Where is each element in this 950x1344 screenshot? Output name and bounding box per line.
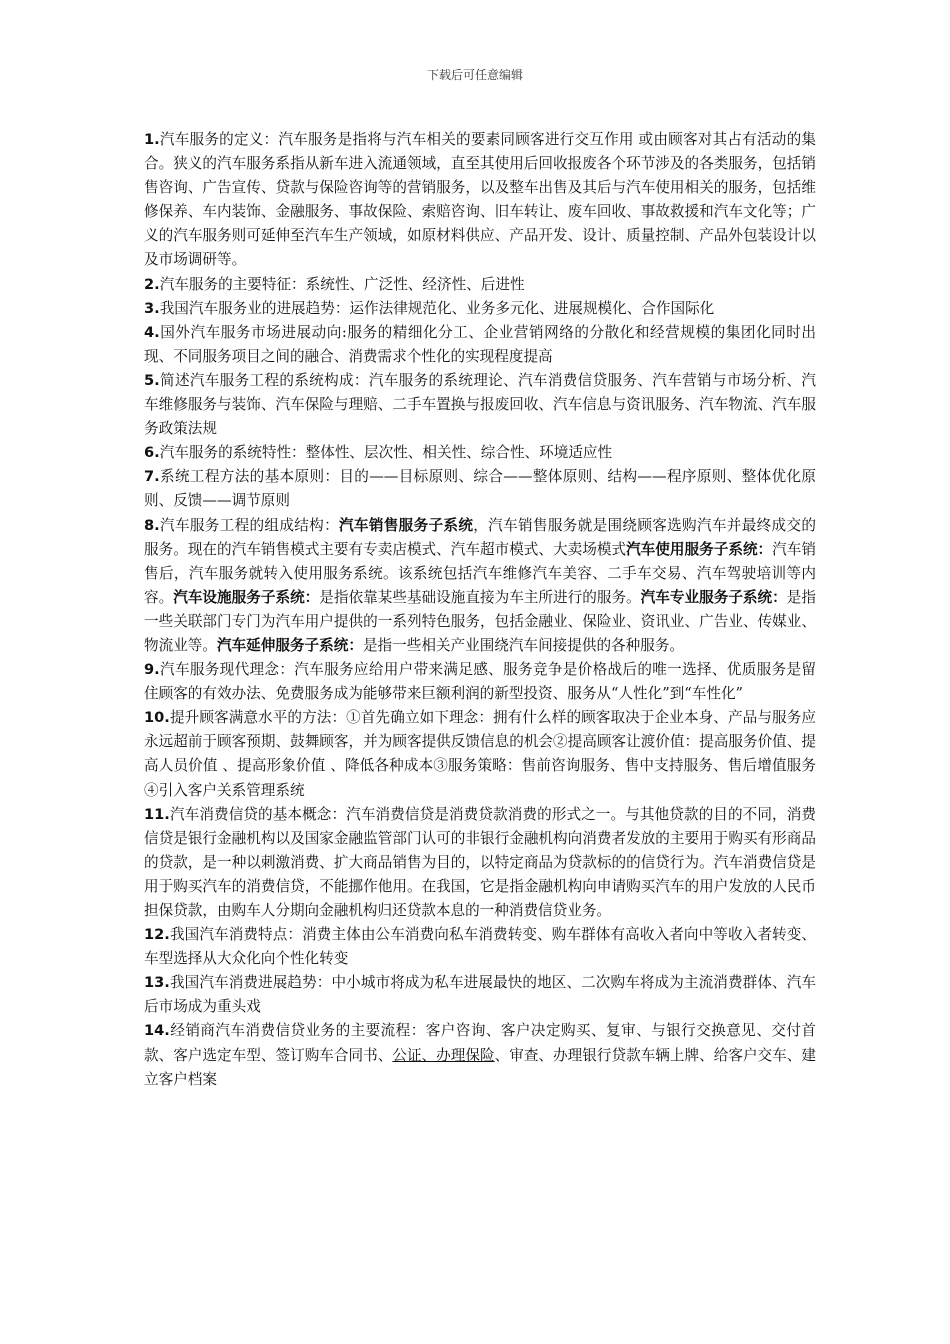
bold-heading: 汽车专业服务子系统： — [640, 588, 787, 606]
item-text: 汽车服务现代理念：汽车服务应给用户带来满足感、服务竞争是价格战后的唯一选择、优质服务是留住顾客的有效办法、免费服务成为能够带来巨额利润的新型投资、服务从“人性化”到“车性化” — [144, 661, 816, 703]
item-text: 汽车服务的主要特征：系统性、广泛性、经济性、后进性 — [159, 275, 525, 293]
paragraph-item-4 — [144, 321, 816, 369]
item-number: 4. — [144, 323, 160, 341]
paragraph-item-5 — [144, 369, 816, 441]
item-number: 7. — [144, 468, 160, 486]
bold-heading: 汽车销售服务子系统 — [339, 516, 474, 534]
item-number: 6. — [144, 444, 160, 462]
underlined-text: 公证、办理保险 — [392, 1046, 495, 1064]
document-body — [144, 128, 816, 1092]
item-number: 13. — [144, 974, 170, 992]
paragraph-item-10 — [144, 706, 816, 802]
item-text: 我国汽车消费特点：消费主体由公车消费向私车消费转变、购车群体有高收入者向中等收入者转变、车型选择从大众化向个性化转变 — [144, 926, 816, 968]
paragraph-item-8 — [144, 514, 816, 659]
item-text: 简述汽车服务工程的系统构成：汽车服务的系统理论、汽车消费信贷服务、汽车营销与市场分析、汽车维修服务与装饰、汽车保险与理赔、二手车置换与报废回收、汽车信息与资讯服务、汽车物流、汽车服务政策法规 — [144, 371, 816, 438]
item-text: 汽车消费信贷的基本概念：汽车消费信贷是消费贷款消费的形式之一。与其他贷款的目的不同，消费信贷是银行金融机构以及国家金融监管部门认可的非银行金融机构向消费者发放的主要用于购买有形商品的贷款，是一种以刺激消费、扩大商品销售为目的，以特定商品为贷款标的的信贷行为。汽车消费信贷是用于购买汽车的消费信贷，不能挪作他用。在我国，它是指金融机构向申请购买汽车的用户发放的人民币担保贷款，由购车人分期向金融机构归还贷款本息的一种消费信贷业务。 — [144, 805, 816, 919]
item-text: 系统工程方法的基本原则：目的——目标原则、综合——整体原则、结构——程序原则、整体优化原则、反馈——调节原则 — [144, 468, 816, 510]
item-text: 汽车销售后，汽车服务就转入使用服务系统。该系统包括汽车维修汽车美容、二手车交易、汽车驾驶培训等内容。 — [144, 540, 816, 606]
item-number: 9. — [144, 661, 160, 679]
paragraph-item-13 — [144, 971, 816, 1019]
bold-heading: 汽车使用服务子系统： — [626, 540, 773, 558]
item-number: 3. — [144, 299, 160, 317]
item-text: 提升顾客满意水平的方法：①首先确立如下理念：拥有什么样的顾客取决于企业本身、产品与服务应永远超前于顾客预期、鼓舞顾客，并为顾客提供反馈信息的机会②提高顾客让渡价值：提高服务价值、提高人员价值 、提高形象价值 、降低各种成本③服务策略：售前咨询服务、售中支持服务、售后增值服务④引入客户关系管理系统 — [144, 709, 816, 799]
item-text: 汽车服务工程的组成结构： — [159, 516, 340, 534]
item-number: 5. — [144, 371, 160, 389]
item-text: 汽车服务的系统特性：整体性、层次性、相关性、综合性、环境适应性 — [159, 444, 613, 462]
paragraph-item-11 — [144, 803, 816, 923]
item-number: 11. — [144, 805, 170, 823]
item-text: 经销商汽车消费信贷业务的主要流程：客户咨询、客户决定购买、复审、与银行交换意见、交付首款、客户选定车型、签订购车合同书、 — [144, 1022, 816, 1064]
item-text: 、审查、办理银行贷款车辆上牌、给客户交车、建立客户档案 — [144, 1046, 816, 1088]
item-text: 是指依靠某些基础设施直接为车主所进行的服务。 — [319, 588, 641, 606]
item-text: 我国汽车服务业的进展趋势：运作法律规范化、业务多元化、进展规模化、合作国际化 — [159, 299, 715, 317]
item-number: 8. — [144, 516, 160, 534]
item-list — [144, 128, 816, 1092]
bold-heading: 汽车延伸服务子系统： — [216, 636, 363, 654]
bold-heading: 汽车设施服务子系统： — [173, 588, 320, 606]
item-number: 2. — [144, 275, 160, 293]
item-text: 汽车服务的定义：汽车服务是指将与汽车相关的要素同顾客进行交互作用 或由顾客对其占有活动的集合。狭义的汽车服务系指从新车进入流通领域，直至其使用后回收报废各个环节涉及的各类服务，包括销售咨询、广告宣传、贷款与保险咨询等的营销服务，以及整车出售及其后与汽车使用相关的服务，包括维修保养、车内装饰、金融服务、事故保险、索赔咨询、旧车转让、废车回收、事故救援和汽车文化等；广义的汽车服务则可延伸至汽车生产领域，如原材料供应、产品开发、设计、质量控制、产品外包装设计以及市场调研等。 — [144, 131, 816, 269]
item-text: 是指一些相关产业围绕汽车间接提供的各种服务。 — [362, 636, 685, 654]
paragraph-item-14 — [144, 1019, 816, 1091]
paragraph-item-7 — [144, 465, 816, 513]
paragraph-item-9 — [144, 658, 816, 706]
item-number: 10. — [144, 709, 170, 727]
paragraph-item-12 — [144, 923, 816, 971]
paragraph-item-3 — [144, 297, 816, 321]
paragraph-item-6 — [144, 441, 816, 465]
paragraph-item-2 — [144, 273, 816, 297]
item-text: 是指一些关联部门专门为汽车用户提供的一系列特色服务，包括金融业、保险业、资讯业、广告业、传媒业、物流业等。 — [144, 588, 816, 654]
item-number: 14. — [144, 1022, 170, 1040]
item-number: 12. — [144, 926, 170, 944]
page-header: 下载后可任意编辑 — [426, 68, 523, 82]
item-text: 国外汽车服务市场进展动向:服务的精细化分工、企业营销网络的分散化和经营规模的集团化同时出现、不同服务项目之间的融合、消费需求个性化的实现程度提高 — [144, 323, 816, 365]
item-text: 我国汽车消费进展趋势：中小城市将成为私车进展最快的地区、二次购车将成为主流消费群体、汽车后市场成为重头戏 — [144, 974, 816, 1016]
paragraph-item-1 — [144, 128, 816, 273]
item-number: 1. — [144, 131, 160, 148]
item-text: ，汽车销售服务就是围绕顾客选购汽车并最终成交的服务。现在的汽车销售模式主要有专卖店模式、汽车超市模式、大卖场模式 — [144, 516, 816, 558]
